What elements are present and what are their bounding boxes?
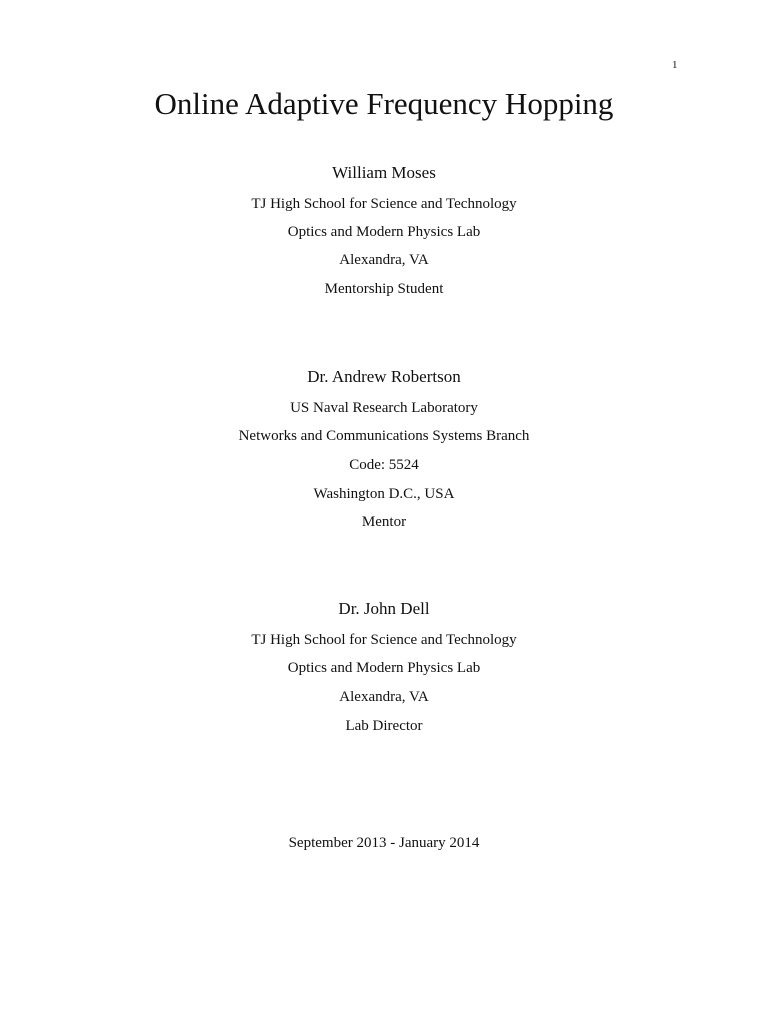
author-affiliation-line: TJ High School for Science and Technology (251, 196, 517, 212)
author-role: Mentorship Student (324, 281, 444, 297)
author-affiliation-line: Code: 5524 (349, 457, 419, 473)
author-affiliation-line: Networks and Communications Systems Branch (238, 428, 530, 444)
author-affiliation-line: Alexandra, VA (339, 689, 429, 705)
page-number: 1 (672, 59, 678, 71)
author-affiliation-line: Optics and Modern Physics Lab (287, 660, 481, 676)
author-affiliation-line: Alexandra, VA (339, 252, 429, 268)
author-role: Lab Director (345, 718, 423, 734)
author-role: Mentor (361, 514, 407, 530)
author-name: William Moses (332, 163, 436, 182)
author-affiliation-line: Optics and Modern Physics Lab (287, 224, 481, 240)
author-name: Dr. John Dell (338, 599, 430, 618)
author-name: Dr. Andrew Robertson (307, 367, 461, 386)
author-affiliation-line: TJ High School for Science and Technology (251, 632, 517, 648)
date-range: September 2013 - January 2014 (288, 835, 480, 851)
paper-title: Online Adaptive Frequency Hopping (154, 86, 614, 121)
author-affiliation-line: US Naval Research Laboratory (290, 400, 478, 416)
author-affiliation-line: Washington D.C., USA (313, 486, 455, 502)
